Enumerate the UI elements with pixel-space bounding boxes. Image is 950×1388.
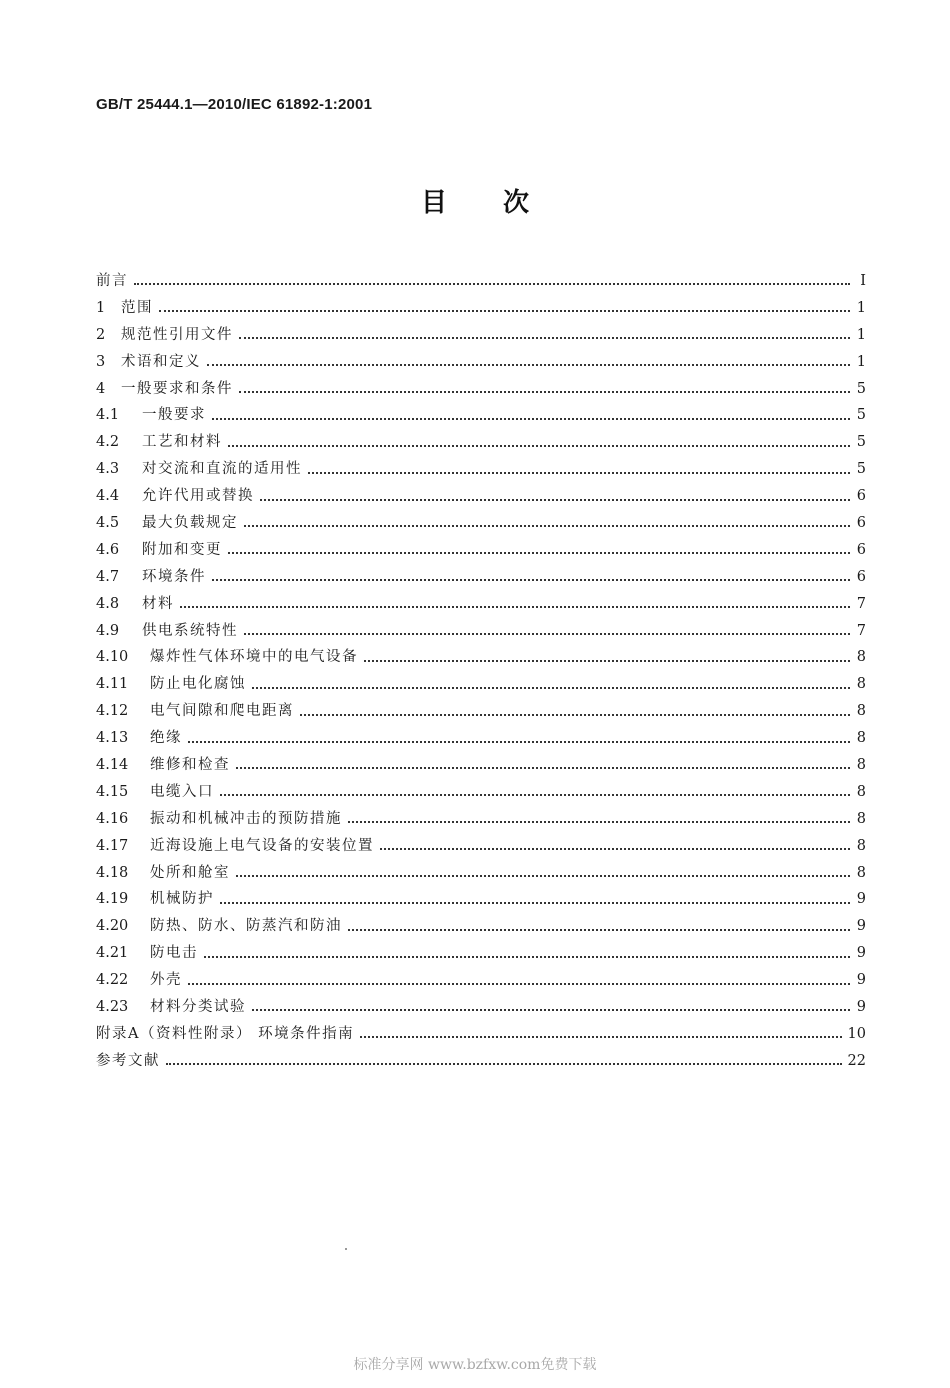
toc-entry-label: 附加和变更 <box>142 541 222 558</box>
toc-entry-number: 4.11 <box>96 676 129 693</box>
toc-entry-label: 防电击 <box>150 945 198 962</box>
toc-entry-page: 8 <box>856 783 866 800</box>
toc-dot-leader <box>212 409 850 423</box>
toc-entry-label: 近海设施上电气设备的安装位置 <box>150 837 374 854</box>
toc-entry-page: 8 <box>856 649 866 666</box>
toc-entry-page: 7 <box>856 595 866 612</box>
toc-entry-page: 22 <box>847 1052 866 1069</box>
toc-dot-leader <box>364 651 850 665</box>
scan-speck <box>345 1248 347 1250</box>
toc-dot-leader <box>166 1054 842 1068</box>
toc-entry-label: 工艺和材料 <box>142 434 222 451</box>
toc-dot-leader <box>236 758 850 772</box>
toc-dot-leader <box>360 1027 841 1041</box>
toc-entry-page: 9 <box>856 918 866 935</box>
toc-dot-leader <box>252 678 850 692</box>
toc-entry-number: 4.4 <box>96 488 120 505</box>
toc-entry[interactable] <box>96 967 866 994</box>
toc-entry[interactable] <box>96 994 866 1021</box>
toc-entry[interactable] <box>96 618 866 645</box>
toc-entry[interactable] <box>96 268 866 295</box>
toc-entry-number: 4.7 <box>96 568 120 585</box>
toc-entry-label: 规范性引用文件 <box>121 326 233 343</box>
toc-entry[interactable] <box>96 644 866 671</box>
toc-entry-page: 9 <box>856 945 866 962</box>
toc-entry-label: 环境条件 <box>142 568 206 585</box>
toc-entry[interactable] <box>96 1048 866 1075</box>
toc-entry-label: 爆炸性气体环境中的电气设备 <box>150 649 358 666</box>
toc-entry-number: 4.22 <box>96 972 129 989</box>
toc-entry-label: 绝缘 <box>150 730 182 747</box>
toc-entry-number: 4.15 <box>96 783 129 800</box>
toc-entry-number: 4.5 <box>96 515 120 532</box>
toc-dot-leader <box>212 570 850 584</box>
page-title: 目次 <box>420 188 585 218</box>
toc-entry-page: I <box>860 273 866 289</box>
toc-dot-leader <box>380 839 850 853</box>
toc-entry-page: 1 <box>856 326 866 343</box>
toc-entry-page: 8 <box>856 864 866 881</box>
toc-dot-leader <box>308 463 850 477</box>
toc-entry-number: 4.9 <box>96 622 120 639</box>
toc-entry[interactable] <box>96 402 866 429</box>
standard-number: GB/T 25444.1—2010/IEC 61892-1:2001 <box>96 96 373 113</box>
toc-dot-leader <box>204 947 850 961</box>
toc-entry[interactable] <box>96 779 866 806</box>
toc-entry[interactable] <box>96 483 866 510</box>
toc-entry-label: 机械防护 <box>150 891 214 908</box>
toc-entry[interactable] <box>96 725 866 752</box>
toc-entry[interactable] <box>96 940 866 967</box>
toc-entry-number: 1 <box>96 299 106 316</box>
watermark: 标准分享网 www.bzfxw.com免费下载 <box>353 1357 597 1373</box>
toc-entry-label: 最大负载规定 <box>142 515 238 532</box>
toc-entry-label: 材料 <box>142 595 174 612</box>
toc-entry[interactable] <box>96 833 866 860</box>
toc-entry-label: 术语和定义 <box>121 353 201 370</box>
toc-dot-leader <box>228 543 850 557</box>
toc-dot-leader <box>260 490 850 504</box>
toc-dot-leader <box>188 974 850 988</box>
toc-entry-label: 材料分类试验 <box>150 999 246 1016</box>
toc-entry-page: 10 <box>847 1025 866 1042</box>
toc-entry-number: 4.6 <box>96 541 120 558</box>
toc-entry-page: 9 <box>856 972 866 989</box>
toc-entry-page: 1 <box>856 353 866 370</box>
toc-entry-label: 附录A（资料性附录） 环境条件指南 <box>96 1025 355 1042</box>
toc-entry-label: 供电系统特性 <box>142 622 238 639</box>
toc-dot-leader <box>244 516 850 530</box>
toc-entry-label: 处所和舱室 <box>150 864 230 881</box>
toc-entry[interactable] <box>96 1021 866 1048</box>
toc-entry-number: 4.19 <box>96 891 129 908</box>
toc-dot-leader <box>180 597 850 611</box>
toc-entry-page: 6 <box>856 568 866 585</box>
toc-entry-number: 4.18 <box>96 864 129 881</box>
toc-entry-page: 5 <box>856 461 866 478</box>
toc-dot-leader <box>244 624 850 638</box>
toc-entry-number: 4.16 <box>96 810 129 827</box>
toc-dot-leader <box>207 355 850 369</box>
toc-entry-page: 8 <box>856 810 866 827</box>
toc-entry-page: 9 <box>856 891 866 908</box>
toc-entry-page: 6 <box>856 515 866 532</box>
toc-entry-label: 振动和机械冲击的预防措施 <box>150 810 342 827</box>
toc-entry-page: 8 <box>856 837 866 854</box>
toc-dot-leader <box>228 436 850 450</box>
toc-entry-page: 6 <box>856 488 866 505</box>
toc-entry-page: 1 <box>856 299 866 316</box>
toc-entry-label: 前言 <box>96 273 128 289</box>
toc-entry-label: 允许代用或替换 <box>142 488 254 505</box>
toc-entry-label: 参考文献 <box>96 1052 160 1069</box>
toc-entry-label: 一般要求和条件 <box>121 380 233 397</box>
toc-entry-number: 4.23 <box>96 999 129 1016</box>
toc-entry[interactable] <box>96 591 866 618</box>
toc-entry-number: 4.17 <box>96 837 129 854</box>
toc-entry-label: 维修和检查 <box>150 757 230 774</box>
toc-entry[interactable] <box>96 886 866 913</box>
toc-entry-page: 9 <box>856 999 866 1016</box>
toc-entry-page: 5 <box>856 407 866 424</box>
toc-entry-number: 4.1 <box>96 407 120 424</box>
toc-entry[interactable] <box>96 671 866 698</box>
toc-dot-leader <box>239 328 850 342</box>
toc-entry-page: 8 <box>856 676 866 693</box>
toc-dot-leader <box>239 382 850 396</box>
toc-entry[interactable] <box>96 456 866 483</box>
toc-entry-page: 8 <box>856 703 866 720</box>
toc-dot-leader <box>188 732 850 746</box>
toc-entry[interactable] <box>96 752 866 779</box>
toc-entry[interactable] <box>96 349 866 376</box>
toc-entry-number: 4.2 <box>96 434 120 451</box>
toc-entry-page: 7 <box>856 622 866 639</box>
toc-entry-number: 4.21 <box>96 945 129 962</box>
toc-entry[interactable] <box>96 510 866 537</box>
toc-entry-number: 3 <box>96 353 106 370</box>
toc-entry-label: 电气间隙和爬电距离 <box>150 703 294 720</box>
toc-entry-number: 4 <box>96 380 106 397</box>
toc-entry-label: 外壳 <box>150 972 182 989</box>
toc-entry-number: 4.8 <box>96 595 120 612</box>
toc-entry[interactable] <box>96 429 866 456</box>
toc-entry-label: 一般要求 <box>142 407 206 424</box>
toc-entry-label: 电缆入口 <box>150 783 214 800</box>
toc-entry[interactable] <box>96 564 866 591</box>
toc-dot-leader <box>348 920 850 934</box>
toc-entry-number: 4.12 <box>96 703 129 720</box>
toc-dot-leader <box>252 1000 850 1014</box>
toc-dot-leader <box>134 274 850 288</box>
toc-entry-label: 防热、防水、防蒸汽和防油 <box>150 918 342 935</box>
toc-dot-leader <box>236 866 850 880</box>
toc-entry-number: 4.10 <box>96 649 129 666</box>
toc-dot-leader <box>348 812 850 826</box>
toc-entry[interactable] <box>96 295 866 322</box>
toc-dot-leader <box>220 893 850 907</box>
toc-entry-number: 4.13 <box>96 730 129 747</box>
toc-entry-page: 8 <box>856 757 866 774</box>
toc-entry-page: 5 <box>856 380 866 397</box>
toc-entry-label: 对交流和直流的适用性 <box>142 461 302 478</box>
toc-dot-leader <box>159 301 850 315</box>
toc-entry-page: 6 <box>856 541 866 558</box>
toc-entry-number: 2 <box>96 326 106 343</box>
toc-entry[interactable] <box>96 322 866 349</box>
toc-entry[interactable] <box>96 913 866 940</box>
toc-entry-label: 范围 <box>121 299 153 316</box>
toc-entry-number: 4.20 <box>96 918 129 935</box>
toc-entry-label: 防止电化腐蚀 <box>150 676 246 693</box>
toc-entry[interactable] <box>96 376 866 403</box>
toc-dot-leader <box>220 785 850 799</box>
table-of-contents <box>96 268 866 1075</box>
toc-entry[interactable] <box>96 860 866 887</box>
toc-entry[interactable] <box>96 698 866 725</box>
toc-entry-number: 4.14 <box>96 757 129 774</box>
toc-dot-leader <box>300 705 850 719</box>
toc-entry[interactable] <box>96 806 866 833</box>
toc-entry-page: 5 <box>856 434 866 451</box>
toc-entry-number: 4.3 <box>96 461 120 478</box>
toc-entry-page: 8 <box>856 730 866 747</box>
toc-entry[interactable] <box>96 537 866 564</box>
